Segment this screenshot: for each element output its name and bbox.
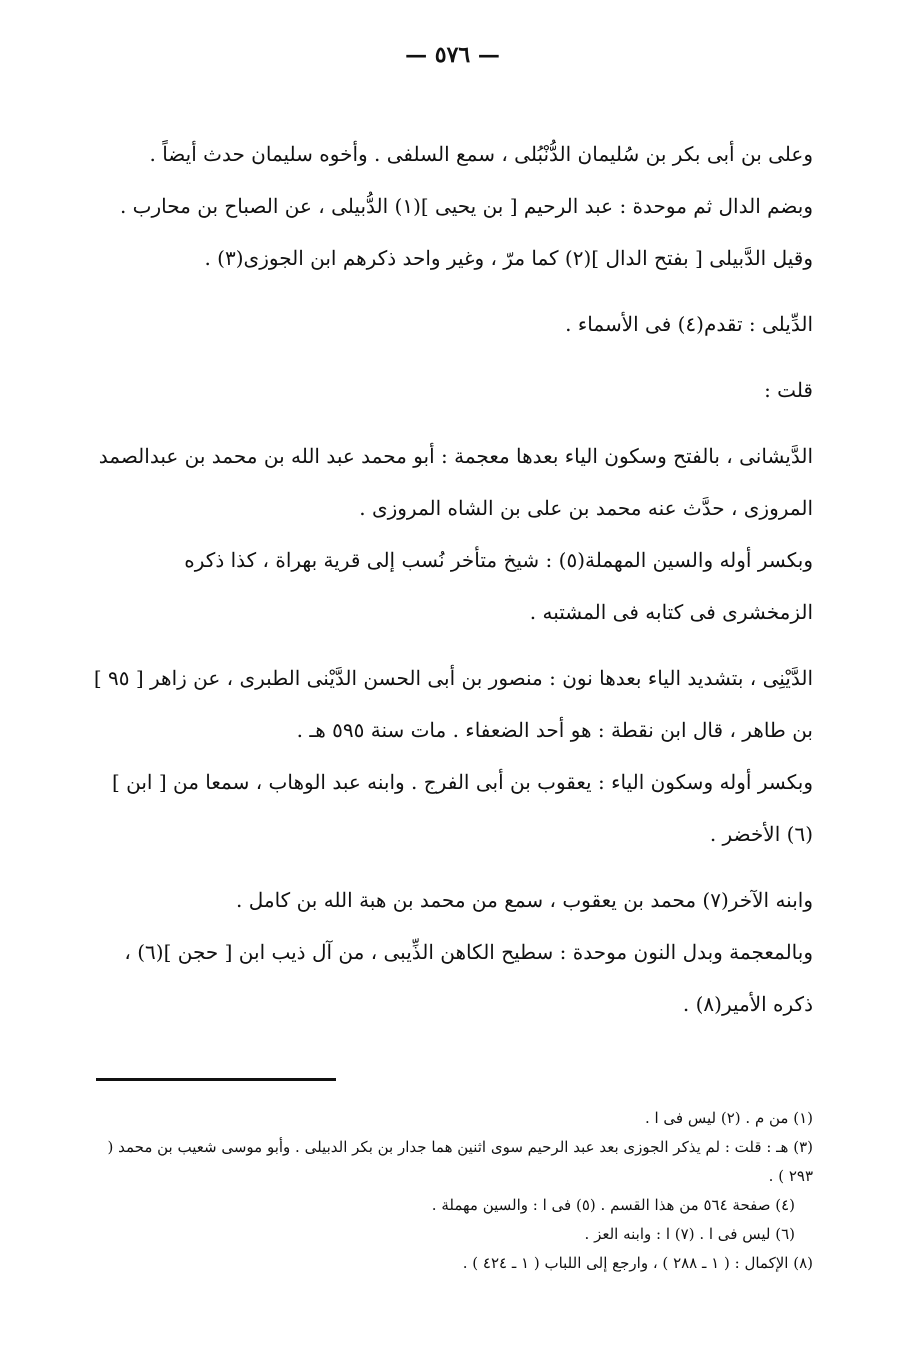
entry-paragraph: وبضم الدال ثم موحدة : عبد الرحيم [ بن يحيى ](١) الدُّبيلى ، عن الصباح بن محارب .	[119, 194, 813, 218]
entry-paragraph: وعلى بن أبى بكر بن سُليمان الدُّنْبُلى ، سمع السلفى . وأخوه سليمان حدث أيضاً .	[149, 142, 813, 166]
entry-paragraph: الدَّيشانى ، بالفتح وسكون الياء بعدها معجمة : أبو محمد عبد الله بن محمد بن عبدالصمد المروزى ، حدَّث عنه محمد بن على بن الشاه المروزى .	[98, 444, 813, 520]
entry-paragraph: وابنه الآخر(٧) محمد بن يعقوب ، سمع من محمد بن هبة الله بن كامل .	[236, 888, 813, 912]
footnote-line: (٣) هـ : قلت : لم يذكر الجوزى بعد عبد الرحيم سوى اثنين هما جدار بن بكر الدبيلى . وأبو موسى شعيب بن محمد ( ٢٩٣ ) .	[107, 1138, 813, 1185]
entry-paragraph: وبكسر أوله والسين المهملة(٥) : شيخ متأخر نُسب إلى قرية بهراة ، كذا ذكره الزمخشرى فى كتابه فى المشتبه .	[184, 548, 813, 624]
entry-paragraph: وبكسر أوله وسكون الياء : يعقوب بن أبى الفرج . وابنه عبد الوهاب ، سمعا من [ ابن ](٦) الأخضر .	[111, 770, 813, 846]
footnote-divider	[96, 1078, 336, 1081]
footnote-line: (٤) صفحة ٥٦٤ من هذا القسم . (٥) فى ا : والسين مهملة .	[431, 1196, 795, 1214]
footnote-line: (١) من م . (٢) ليس فى ا .	[644, 1109, 813, 1127]
section-heading: قلت :	[764, 378, 813, 402]
page-number: — ٥٧٦ —	[405, 42, 500, 68]
footnote-line: (٦) ليس فى ا . (٧) ا : وابنه العز .	[584, 1225, 795, 1243]
footnote-line: (٨) الإكمال : ( ١ ـ ٢٨٨ ) ، وارجع إلى اللباب ( ١ ـ ٤٢٤ ) .	[462, 1254, 813, 1272]
entry-paragraph: الدِّيلى : تقدم(٤) فى الأسماء .	[565, 312, 813, 336]
entry-paragraph: الدَّيْنِى ، بتشديد الياء بعدها نون : منصور بن أبى الحسن الدَّيْنى الطبرى ، عن زاهر [ ٩٥ ] بن طاهر ، قال ابن نقطة : هو أحد الضعفاء . مات سنة ٥٩٥ هـ .	[93, 666, 813, 742]
main-text	[93, 128, 813, 1030]
entry-paragraph: وبالمعجمة وبدل النون موحدة : سطيح الكاهن الذِّيبى ، من آل ذيب ابن [ حجن ](٦) ، ذكره الأمير(٨) .	[124, 940, 813, 1016]
entry-paragraph: وقيل الدَّبيلى [ بفتح الدال ](٢) كما مرّ ، وغير واحد ذكرهم ابن الجوزى(٣) .	[204, 246, 813, 270]
footnotes	[93, 1104, 813, 1278]
